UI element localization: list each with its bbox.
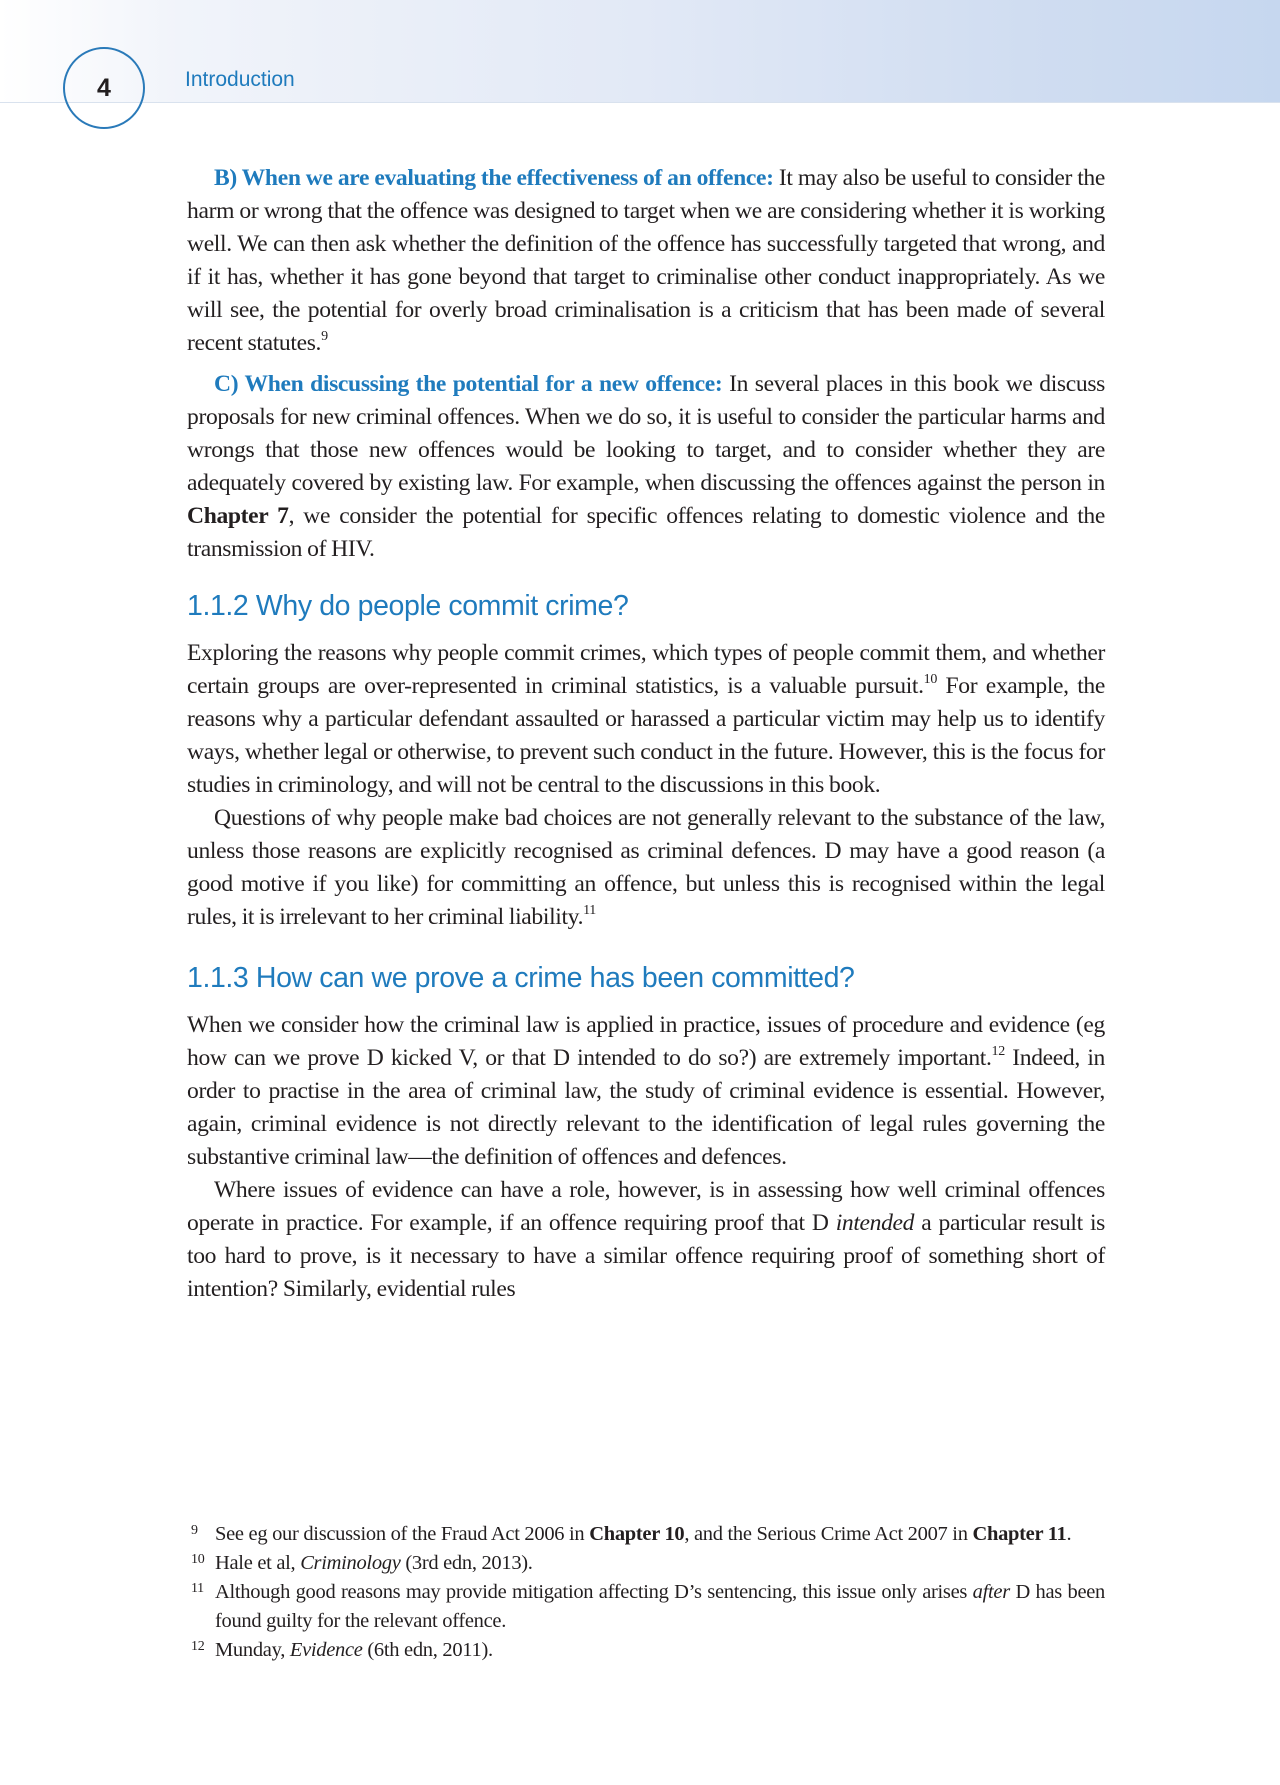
paragraph-text: For example, the reasons why a particular defendant assaulted or harassed a particular victim may help us to identify ways, whether legal or otherwise, to prevent such conduct in the future. However, this is the focus for studies in criminology, and will not be central to the discussions in this book. (187, 673, 1105, 798)
emphasis-intended: intended (835, 1210, 915, 1236)
main-content (187, 162, 1105, 1306)
footnote-number: 10 (191, 1552, 205, 1567)
footnote-text-part: Munday, (215, 1639, 290, 1661)
section-1-1-3-paragraph-1 (187, 1009, 1105, 1174)
footnote-number: 12 (191, 1639, 205, 1654)
book-title: Criminology (300, 1552, 401, 1574)
paragraph-b-lead: B) When we are evaluating the effectiveness of an offence: (214, 165, 774, 191)
paragraph-c-text: In several places in this book we discuss proposals for new criminal offences. When we do so, it is useful to consider the particular harms and wrongs that those new offences would be looking to target, and to consider whether they are adequately covered by existing law. For example, when discussing the offences against the person in (187, 371, 1105, 496)
footnotes (187, 1520, 1105, 1665)
footnote-text-part: See eg our discussion of the Fraud Act 2006 in (215, 1523, 590, 1545)
footnote-ref-12[interactable]: 12 (991, 1044, 1005, 1059)
paragraph-c (187, 368, 1105, 566)
paragraph-b (187, 162, 1105, 360)
footnote-10 (187, 1549, 1105, 1578)
emphasis-after: after (972, 1581, 1010, 1603)
footnote-ref-9[interactable]: 9 (321, 329, 328, 344)
footnote-text (215, 1549, 1105, 1578)
footnote-12 (187, 1636, 1105, 1665)
paragraph-text: When we consider how the criminal law is applied in practice, issues of procedure and evidence (eg how can we prove D kicked V, or that D intended to do so?) are extremely important. (187, 1012, 1105, 1071)
paragraph-text: Indeed, in order to practise in the area of criminal law, the study of criminal evidence is essential. However, again, criminal evidence is not directly relevant to the identification of legal rules governing the substantive criminal law—the definition of offences and defences. (187, 1045, 1105, 1170)
book-title: Evidence (289, 1639, 363, 1661)
page-number-badge (63, 47, 145, 129)
footnote-text-part: Although good reasons may provide mitigation affecting D’s sentencing, this issue only arises (215, 1581, 973, 1603)
chapter-10-reference: Chapter 10 (589, 1523, 685, 1545)
footnote-text-part: D has been found guilty for the relevant offence. (215, 1581, 1105, 1632)
footnote-text-part: . (1066, 1523, 1072, 1545)
footnote-text (215, 1578, 1105, 1636)
footnote-text (215, 1520, 1105, 1549)
footnote-number: 9 (191, 1523, 198, 1538)
section-1-1-2-paragraph-2 (187, 802, 1105, 934)
running-title: Introduction (185, 68, 295, 91)
footnote-number: 11 (191, 1581, 204, 1596)
footnote-text-part: , and the Serious Crime Act 2007 in (684, 1523, 973, 1545)
paragraph-text: Questions of why people make bad choices are not generally relevant to the substance of the law, unless those reasons are explicitly recognised as criminal defences. D may have a good reason (a good motive if you like) for committing an offence, but unless this is recognised within the legal rules, it is irrelevant to her criminal liability. (187, 805, 1105, 930)
chapter-11-reference: Chapter 11 (972, 1523, 1067, 1545)
paragraph-text: Exploring the reasons why people commit crimes, which types of people commit them, and whether certain groups are over-represented in criminal statistics, is a valuable pursuit. (187, 640, 1105, 699)
footnote-text (215, 1636, 1105, 1665)
footnote-ref-11[interactable]: 11 (583, 903, 596, 918)
chapter-7-reference: Chapter 7 (187, 503, 289, 529)
footnote-9 (187, 1520, 1105, 1549)
footnote-text-part: (6th edn, 2011). (362, 1639, 493, 1661)
footnote-text-part: Hale et al, (215, 1552, 301, 1574)
footnote-11 (187, 1578, 1105, 1636)
paragraph-b-text: It may also be useful to consider the harm or wrong that the offence was designed to target when we are considering whether it is working well. We can then ask whether the definition of the offence has successfully targeted that wrong, and if it has, whether it has gone beyond that target to criminalise other conduct inappropriately. As we will see, the potential for overly broad criminalisation is a criticism that has been made of several recent statutes. (187, 165, 1105, 356)
section-1-1-3-paragraph-2 (187, 1174, 1105, 1306)
paragraph-c-text-end: , we consider the potential for specific offences relating to domestic violence and the transmission of HIV. (187, 503, 1105, 562)
footnote-ref-10[interactable]: 10 (923, 672, 937, 687)
section-heading-1-1-2: 1.1.2 Why do people commit crime? (187, 590, 629, 622)
footnote-text-part: (3rd edn, 2013). (400, 1552, 533, 1574)
section-1-1-2-paragraph-1 (187, 637, 1105, 802)
paragraph-text: a particular result is too hard to prove, is it necessary to have a similar offence requiring proof of something short of intention? Similarly, evidential rules (187, 1210, 1105, 1302)
paragraph-c-lead: C) When discussing the potential for a new offence: (214, 371, 723, 397)
section-heading-1-1-3: 1.1.3 How can we prove a crime has been committed? (187, 962, 855, 994)
paragraph-text: Where issues of evidence can have a role, however, is in assessing how well criminal offences operate in practice. For example, if an offence requiring proof that D (187, 1177, 1105, 1236)
page-number: 4 (97, 73, 111, 102)
